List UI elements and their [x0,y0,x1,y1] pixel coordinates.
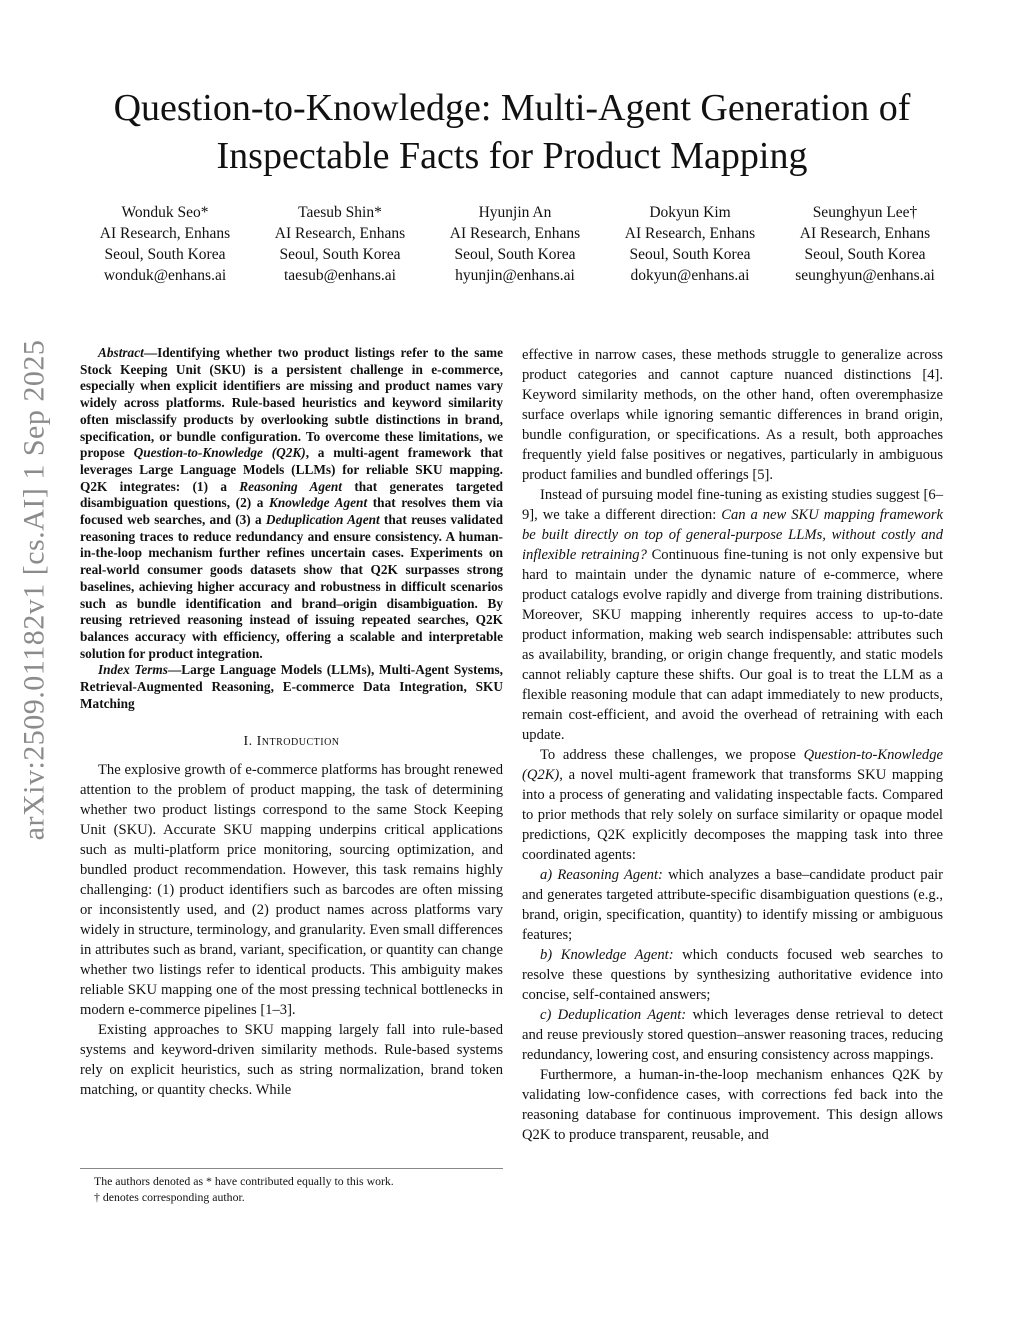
agent-knowledge-item: b) Knowledge Agent: which conducts focused web searches to resolve these questions by synthesizing authoritative evidence into concise, self-contained answers; [522,947,943,1003]
author-name: Seunghyun Lee† [812,204,918,221]
right-paragraph-3: To address these challenges, we propose Question-to-Knowledge (Q2K), a novel multi-agent framework that transforms SKU mapping into a process of generating and validating inspectable facts. Compared to prior methods that rely solely on surface similarity or opaque model predictions, Q2K explicitly decomposes the mapping task into three coordinated agents: [522,747,943,863]
author-email: seunghyun@enhans.ai [795,267,935,284]
author-location: Seoul, South Korea [104,246,226,263]
author-org: AI Research, Enhans [624,225,756,242]
left-column [80,345,503,1100]
author-email: wonduk@enhans.ai [103,267,227,284]
author-3 [430,202,600,286]
right-paragraph-1: effective in narrow cases, these methods struggle to generalize across product categories and cannot capture nuanced distinctions [4]. Keyword similarity methods, on the other hand, often overemphasize surface overlaps while ignoring semantic differences in brand origin, bundle configuration, or specifications. As a result, both approaches frequently yield false positives or negatives, particularly in ambiguous product families and bundled offerings [5]. [522,347,943,483]
footnote-corresponding-author: † denotes corresponding author. [94,1190,245,1204]
paper-title [60,84,964,180]
author-location: Seoul, South Korea [279,246,401,263]
author-location: Seoul, South Korea [804,246,926,263]
author-block [80,202,950,286]
author-email: dokyun@enhans.ai [630,267,750,284]
right-paragraph-2: Instead of pursuing model fine-tuning as existing studies suggest [6–9], we take a different direction: Can a new SKU mapping framework be built directly on top of general-purpose LLMs, without costly and inflexible retraining? Continuous fine-tuning is not only expensive but hard to maintain under the dynamic nature of e-commerce, where product catalogs evolve rapidly and diverge from training distributions. Moreover, SKU mapping inherently requires access to up-to-date product information, making web search indispensable: attributes such as availability, branding, or origin change frequently, and static models cannot reliably capture these shifts. Our goal is to treat the LLM as a flexible reasoning module that can adapt immediately to new products, remain cost-efficient, and avoid the overhead of retraining with each update. [522,487,943,743]
right-paragraph-4: Furthermore, a human-in-the-loop mechanism enhances Q2K by validating low-confidence cases, with corrections fed back into the reasoning database for continuous improvement. This design allows Q2K to produce transparent, reusable, and [522,1067,943,1143]
abstract [80,345,503,712]
footnote-equal-contribution: The authors denoted as * have contributed equally to this work. [94,1174,394,1188]
author-org: AI Research, Enhans [99,225,231,242]
author-org: AI Research, Enhans [274,225,406,242]
agent-reasoning-item: a) Reasoning Agent: which analyzes a base–candidate product pair and generates targeted attribute-specific disambiguation questions (e.g., brand, origin, specification, quantity) to identify missing or ambiguous features; [522,867,943,943]
agent-deduplication-item: c) Deduplication Agent: which leverages dense retrieval to detect and reuse previously stored question–answer reasoning traces, reducing redundancy, lowering cost, and ensuring consistency across mappings. [522,1007,943,1063]
author-name: Dokyun Kim [649,204,731,221]
index-terms-label: Index Terms [98,662,168,678]
title-line-2: Inspectable Facts for Product Mapping [216,135,808,177]
author-location: Seoul, South Korea [629,246,751,263]
author-org: AI Research, Enhans [449,225,581,242]
footnotes [80,1168,503,1205]
right-column [522,345,943,1145]
author-name: Taesub Shin* [298,204,382,221]
index-terms: Index Terms—Large Language Models (LLMs), Multi-Agent Systems, Retrieval-Augmented Reasoning, E-commerce Data Integration, SKU Matching [80,662,503,711]
author-4 [605,202,775,286]
author-org: AI Research, Enhans [799,225,931,242]
author-email: taesub@enhans.ai [284,267,396,284]
author-2 [255,202,425,286]
title-line-1: Question-to-Knowledge: Multi-Agent Generation of [113,87,911,129]
author-5 [780,202,950,286]
intro-paragraph-1: The explosive growth of e-commerce platforms has brought renewed attention to the problem of product mapping, the task of determining whether two product listings correspond to the same Stock Keeping Unit (SKU). Accurate SKU mapping underpins critical applications such as multi-platform price monitoring, sourcing optimization, and bundled product recommendation. However, this task remains highly challenging: (1) product identifiers such as barcodes are often missing or inconsistently used, and (2) product names across platforms vary widely in structure, terminology, and granularity. Even small differences in attributes such as brand, variant, specification, or quantity can change whether two listings refer to identical products. This ambiguity makes reliable SKU mapping one of the most pressing technical bottlenecks in modern e-commerce pipelines [1–3]. [80,762,503,1019]
author-1 [80,202,250,286]
abstract-paragraph: Abstract—Identifying whether two product listings refer to the same Stock Keeping Unit (SKU) is a persistent challenge in e-commerce, especially when explicit identifiers are missing and product names vary widely across platforms. Rule-based heuristics and keyword similarity often misclassify products by overlooking subtle distinctions in brand, specification, or bundle configuration. To overcome these limitations, we propose Question-to-Knowledge (Q2K), a multi-agent framework that leverages Large Language Models (LLMs) for reliable SKU mapping. Q2K integrates: (1) a Reasoning Agent that generates targeted disambiguation questions, (2) a Knowledge Agent that resolves them via focused web searches, and (3) a Deduplication Agent that reuses validated reasoning traces to reduce redundancy and ensure consistency. A human-in-the-loop mechanism further refines uncertain cases. Experiments on real-world consumer goods datasets show that Q2K surpasses strong baselines, achieving higher accuracy and robustness in difficult scenarios such as bundle identification and brand–origin disambiguation. By reusing retrieved reasoning instead of issuing repeated searches, Q2K balances accuracy with efficiency, offering a scalable and interpretable solution for product integration. [80,345,503,661]
arxiv-stamp [10,240,58,940]
arxiv-id-text: arXiv:2509.01182v1 [cs.AI] 1 Sep 2025 [17,339,50,841]
abstract-label: Abstract [98,345,144,360]
author-location: Seoul, South Korea [454,246,576,263]
author-name: Wonduk Seo* [121,204,209,221]
intro-paragraph-2: Existing approaches to SKU mapping largely fall into rule-based systems and keyword-driven similarity methods. Rule-based systems rely on explicit heuristics, such as string normalization, brand token matching, or quantity checks. While [80,1022,503,1099]
section-heading-introduction: I. Introduction [243,734,340,750]
author-name: Hyunjin An [478,204,552,221]
author-email: hyunjin@enhans.ai [455,267,575,284]
